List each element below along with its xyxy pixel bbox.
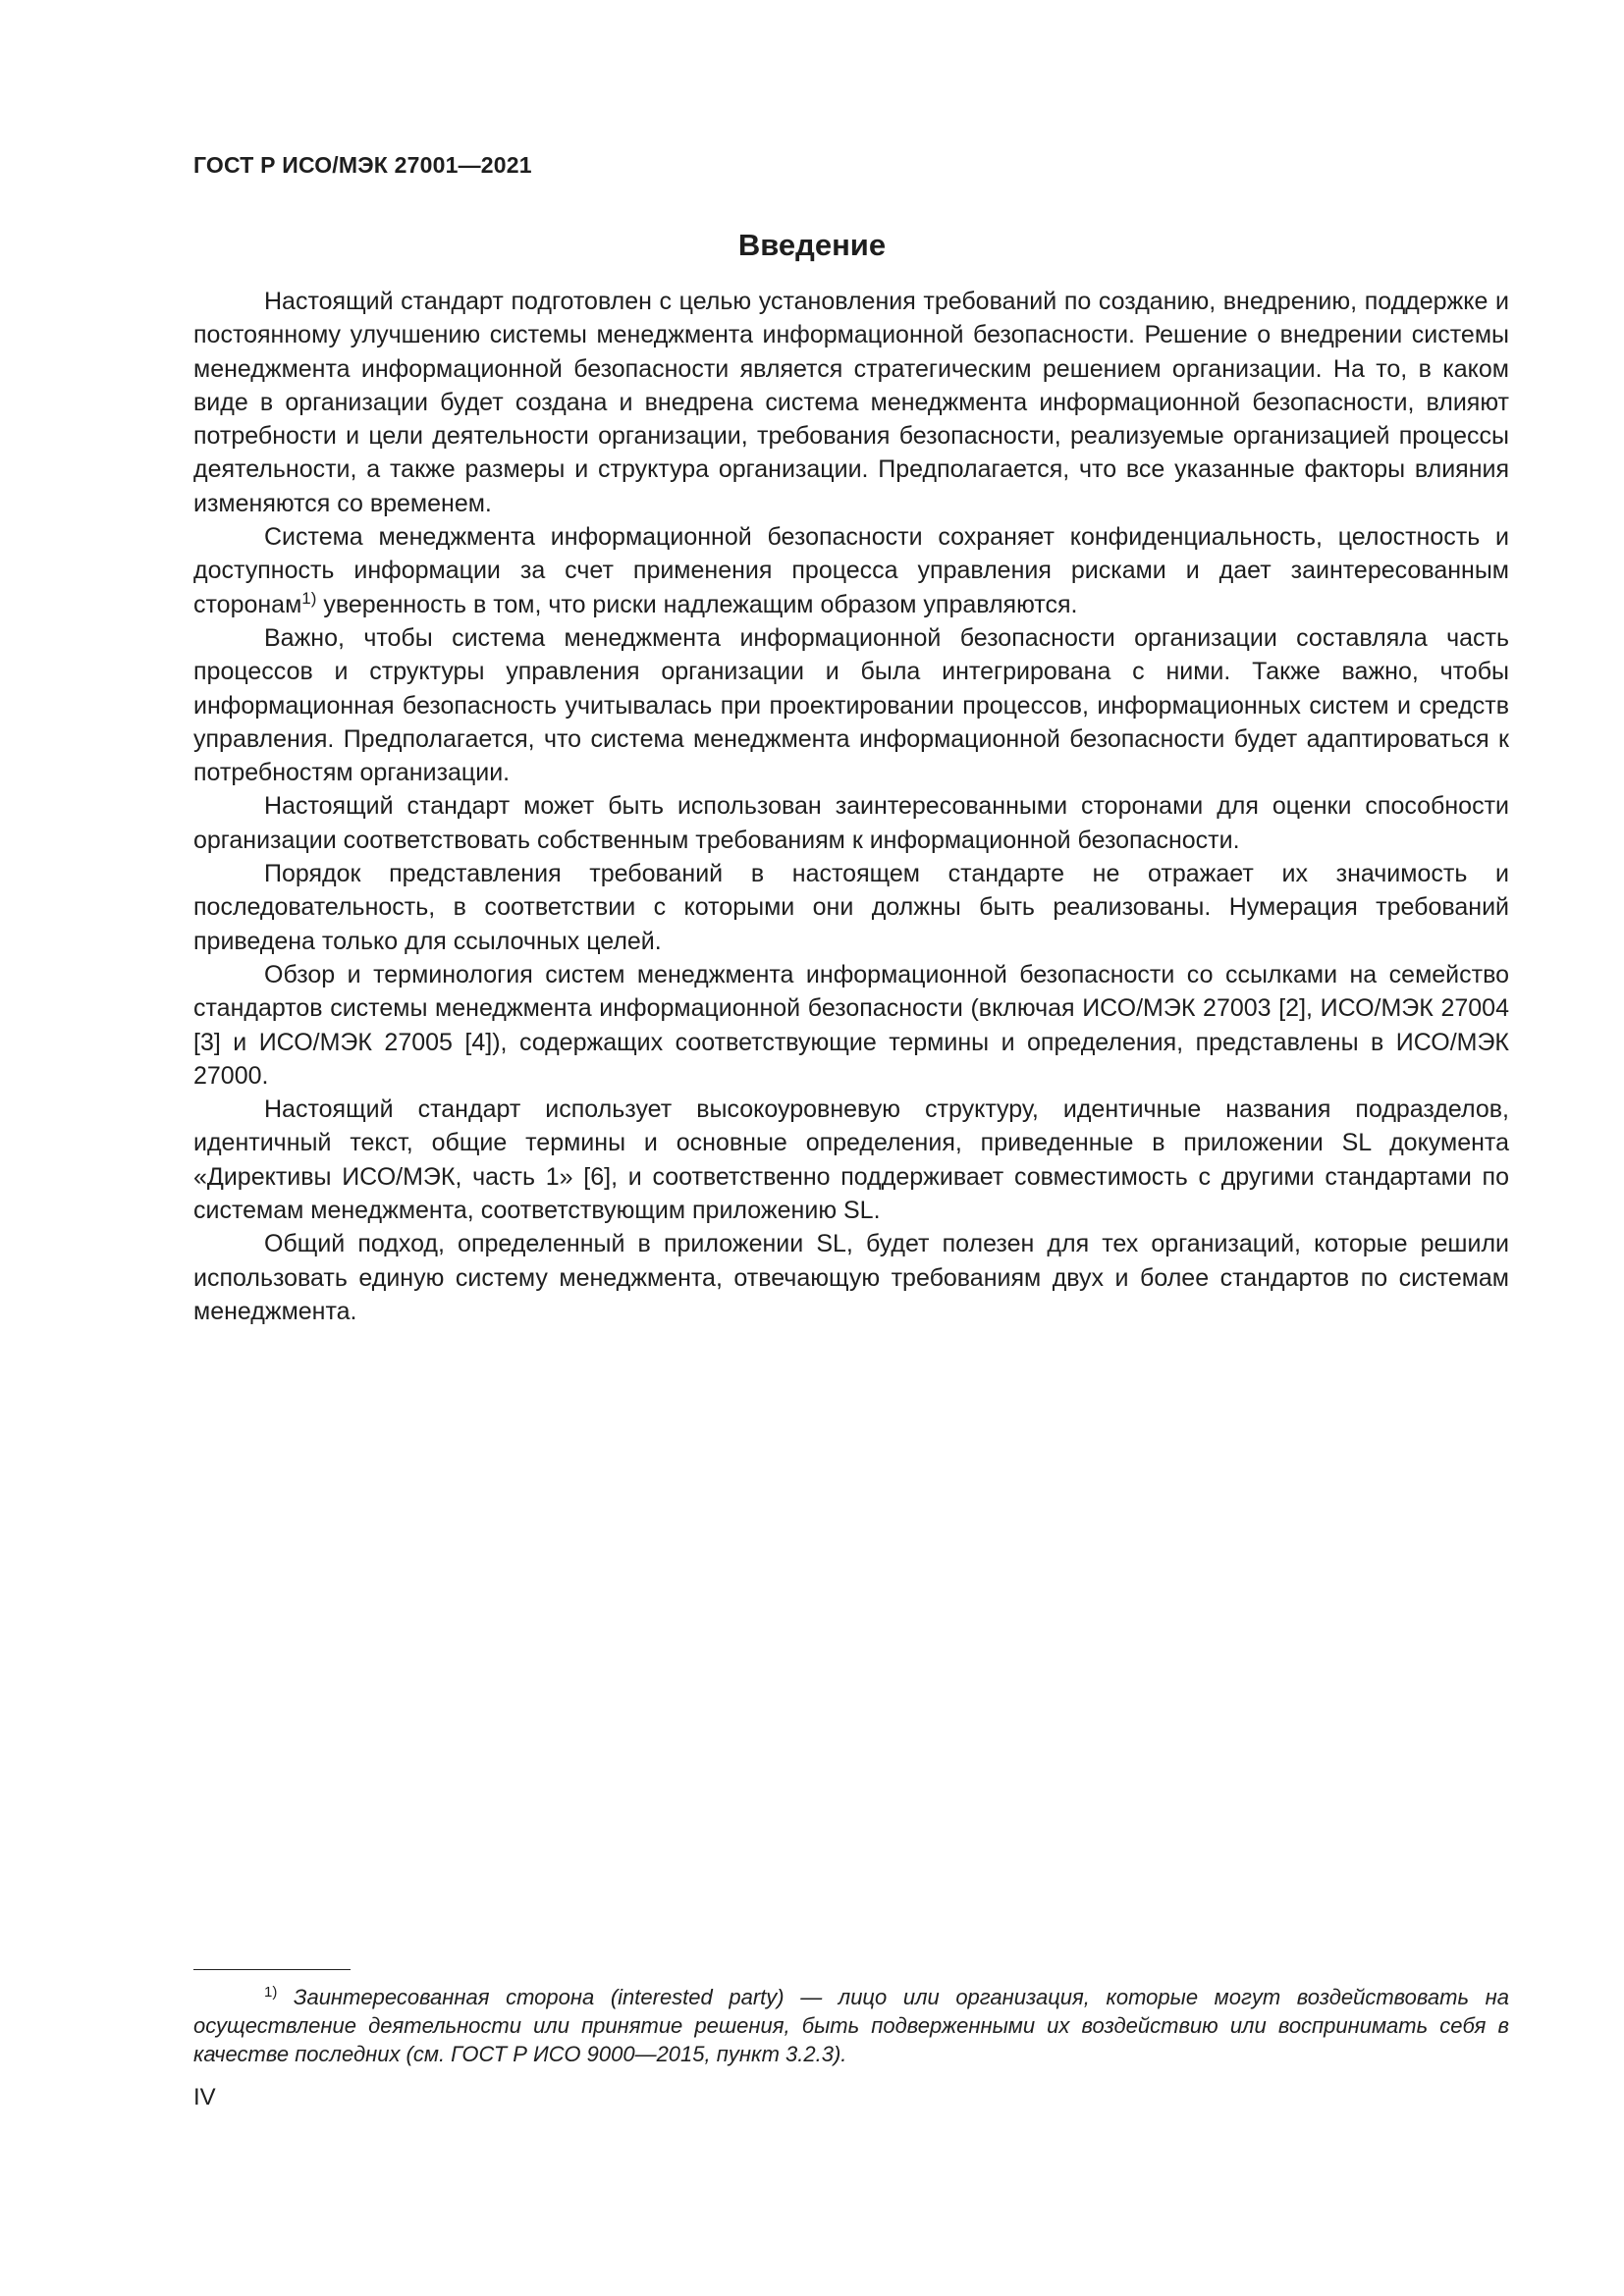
paragraph bbox=[193, 520, 1509, 621]
paragraph-text: Система менеджмента информационной безопасности сохраняет конфиденциальность, целостность и доступность информации за счет применения процесса управления рисками и дает заинтересованным сторонам bbox=[193, 523, 1509, 618]
paragraph: Настоящий стандарт может быть использован заинтересованными сторонами для оценки способности организации соответствовать собственным требованиям к информационной безопасности. bbox=[193, 792, 1509, 854]
body-text bbox=[193, 285, 1509, 1328]
paragraph-text: уверенность в том, что риски надлежащим образом управляются. bbox=[316, 590, 1078, 618]
footnote-marker: 1) bbox=[264, 1984, 278, 2001]
paragraph: Порядок представления требований в настоящем стандарте не отражает их значимость и последовательность, в соответствии с которыми они должны быть реализованы. Нумерация требований приведена только для ссылочных целей. bbox=[193, 860, 1509, 955]
section-title: Введение bbox=[737, 228, 887, 262]
paragraph: Настоящий стандарт использует высокоуровневую структуру, идентичные названия подразделов, идентичный текст, общие термины и основные определения, приведенные в приложении SL документа «Директивы ИСО/МЭК, часть 1» [6], и соответственно поддерживает совместимость с другими стандартами по системам менеджмента, соответствующим приложению SL. bbox=[193, 1095, 1509, 1225]
paragraph: Обзор и терминология систем менеджмента информационной безопасности со ссылками на семейство стандартов системы менеджмента информационной безопасности (включая ИСО/МЭК 27003 [2], ИСО/МЭК 27004 [3] и ИСО/МЭК 27005 [4]), содержащих соответствующие термины и определения, представлены в ИСО/МЭК 27000. bbox=[193, 960, 1509, 1090]
footnote bbox=[193, 1983, 1509, 2068]
paragraph: Важно, чтобы система менеджмента информационной безопасности организации составляла часть процессов и структуры управления организации и была интегрирована с ними. Также важно, чтобы информационная безопасность учитывалась при проектировании процессов, информационных систем и средств управления. Предполагается, что система менеджмента информационной безопасности будет адаптироваться к потребностям организации. bbox=[193, 623, 1509, 787]
page-header-standard-id: ГОСТ Р ИСО/МЭК 27001—2021 bbox=[193, 152, 532, 178]
footnote-divider bbox=[193, 1969, 351, 1970]
page-number: IV bbox=[193, 2084, 216, 2110]
paragraph: Настоящий стандарт подготовлен с целью установления требований по созданию, внедрению, поддержке и постоянному улучшению системы менеджмента информационной безопасности. Решение о внедрении системы менеджмента информационной безопасности является стратегическим решением организации. На то, в каком виде в организации будет создана и внедрена система менеджмента информационной безопасности, влияют потребности и цели деятельности организации, требования безопасности, реализуемые организацией процессы деятельности, а также размеры и структура организации. Предполагается, что все указанные факторы влияния изменяются со временем. bbox=[193, 288, 1509, 517]
footnote-reference: 1) bbox=[301, 588, 317, 608]
paragraph: Общий подход, определенный в приложении SL, будет полезен для тех организаций, которые решили использовать единую систему менеджмента, отвечающую требованиям двух и более стандартов по системам менеджмента. bbox=[193, 1230, 1509, 1325]
footnote-text: Заинтересованная сторона (interested party) — лицо или организация, которые могут воздействовать на осуществление деятельности или принятие решения, быть подверженными их воздействию или воспринимать себя в качестве последних (см. ГОСТ Р ИСО 9000—2015, пункт 3.2.3). bbox=[193, 1985, 1509, 2066]
